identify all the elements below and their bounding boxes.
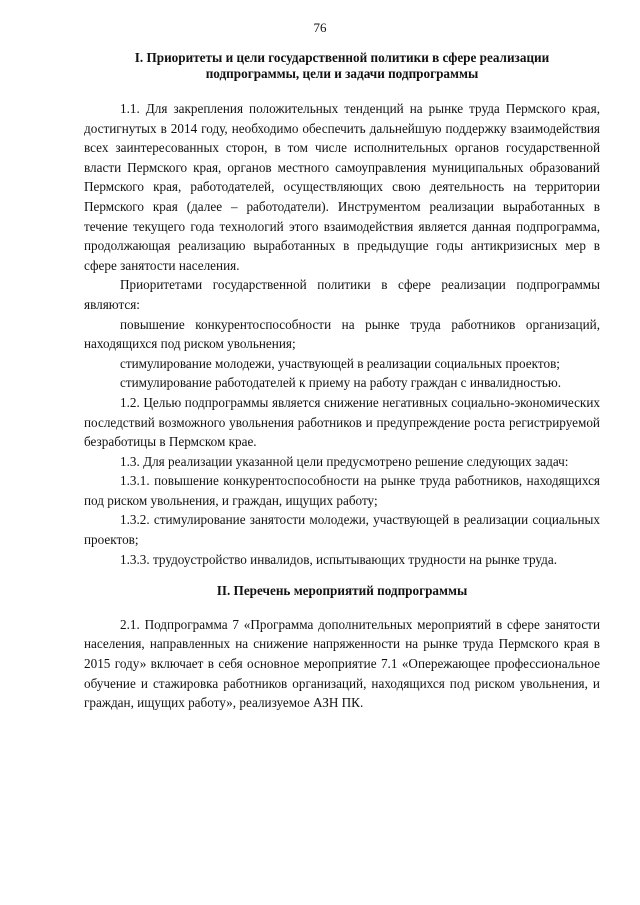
section-2-heading: II. Перечень мероприятий подпрограммы xyxy=(216,583,468,599)
paragraph-priorities: Приоритетами государственной политики в сфере реализации подпрограммы являются: xyxy=(84,277,600,312)
priority-item-1: повышение конкурентоспособности на рынке труда работников организаций, находящихся под риском увольнения; xyxy=(84,316,600,352)
priority-item-2: стимулирование молодежи, участвующей в реализации социальных проектов; xyxy=(120,355,560,371)
section-1-heading xyxy=(84,50,600,81)
paragraph-1-1: 1.1. Для закрепления положительных тенденций на рынке труда Пермского края, достигнутых в 2014 году, необходимо обеспечить дальнейшую поддержку взаимодействия всех заинтересованных сторон, в том числе исполнительных органов государственной власти Пермского края, органов местного самоуправления муниципальных образований Пермского края, работодателей, осуществляющих свою деятельность на территории Пермского края (далее – работодатели). Инструментом реализации выработанных в течение текущего года технологий этого взаимодействия является данная подпрограмма, продолжающая реализацию выработанных в предыдущие годы антикризисных мер в сфере занятости населения. xyxy=(84,101,600,273)
paragraph-1-3: 1.3. Для реализации указанной цели предусмотрено решение следующих задач: xyxy=(120,453,569,469)
paragraph-2-1: 2.1. Подпрограмма 7 «Программа дополнительных мероприятий в сфере занятости населения, направленных на снижение напряженности на рынке труда Пермского края в 2015 году» включает в себя основное мероприятие 7.1 «Опережающее профессиональное обучение и стажировка работников организаций, находящихся под риском увольнения, и граждан, ищущих работу», реализуемое АЗН ПК. xyxy=(84,616,600,711)
document-body xyxy=(84,50,600,713)
section-1-heading-line-2: подпрограммы, цели и задачи подпрограммы xyxy=(205,65,479,81)
task-1-3-2: 1.3.2. стимулирование занятости молодежи, участвующей в реализации социальных проектов; xyxy=(84,512,600,548)
task-1-3-3: 1.3.3. трудоустройство инвалидов, испытывающих трудности на рынке труда. xyxy=(120,551,558,567)
page-number: 76 xyxy=(313,20,327,35)
priority-item-3: стимулирование работодателей к приему на работу граждан с инвалидностью. xyxy=(120,375,562,391)
section-1-heading-line-1: I. Приоритеты и цели государственной политики в сфере реализации xyxy=(134,50,550,65)
task-1-3-1: 1.3.1. повышение конкурентоспособности на рынке труда работников, находящихся под риском увольнения, и граждан, ищущих работу; xyxy=(84,473,600,508)
paragraph-1-2: 1.2. Целью подпрограммы является снижение негативных социально-экономических последствий возможного увольнения работников и предупреждение роста регистрируемой безработицы в Пермском крае. xyxy=(84,394,600,450)
